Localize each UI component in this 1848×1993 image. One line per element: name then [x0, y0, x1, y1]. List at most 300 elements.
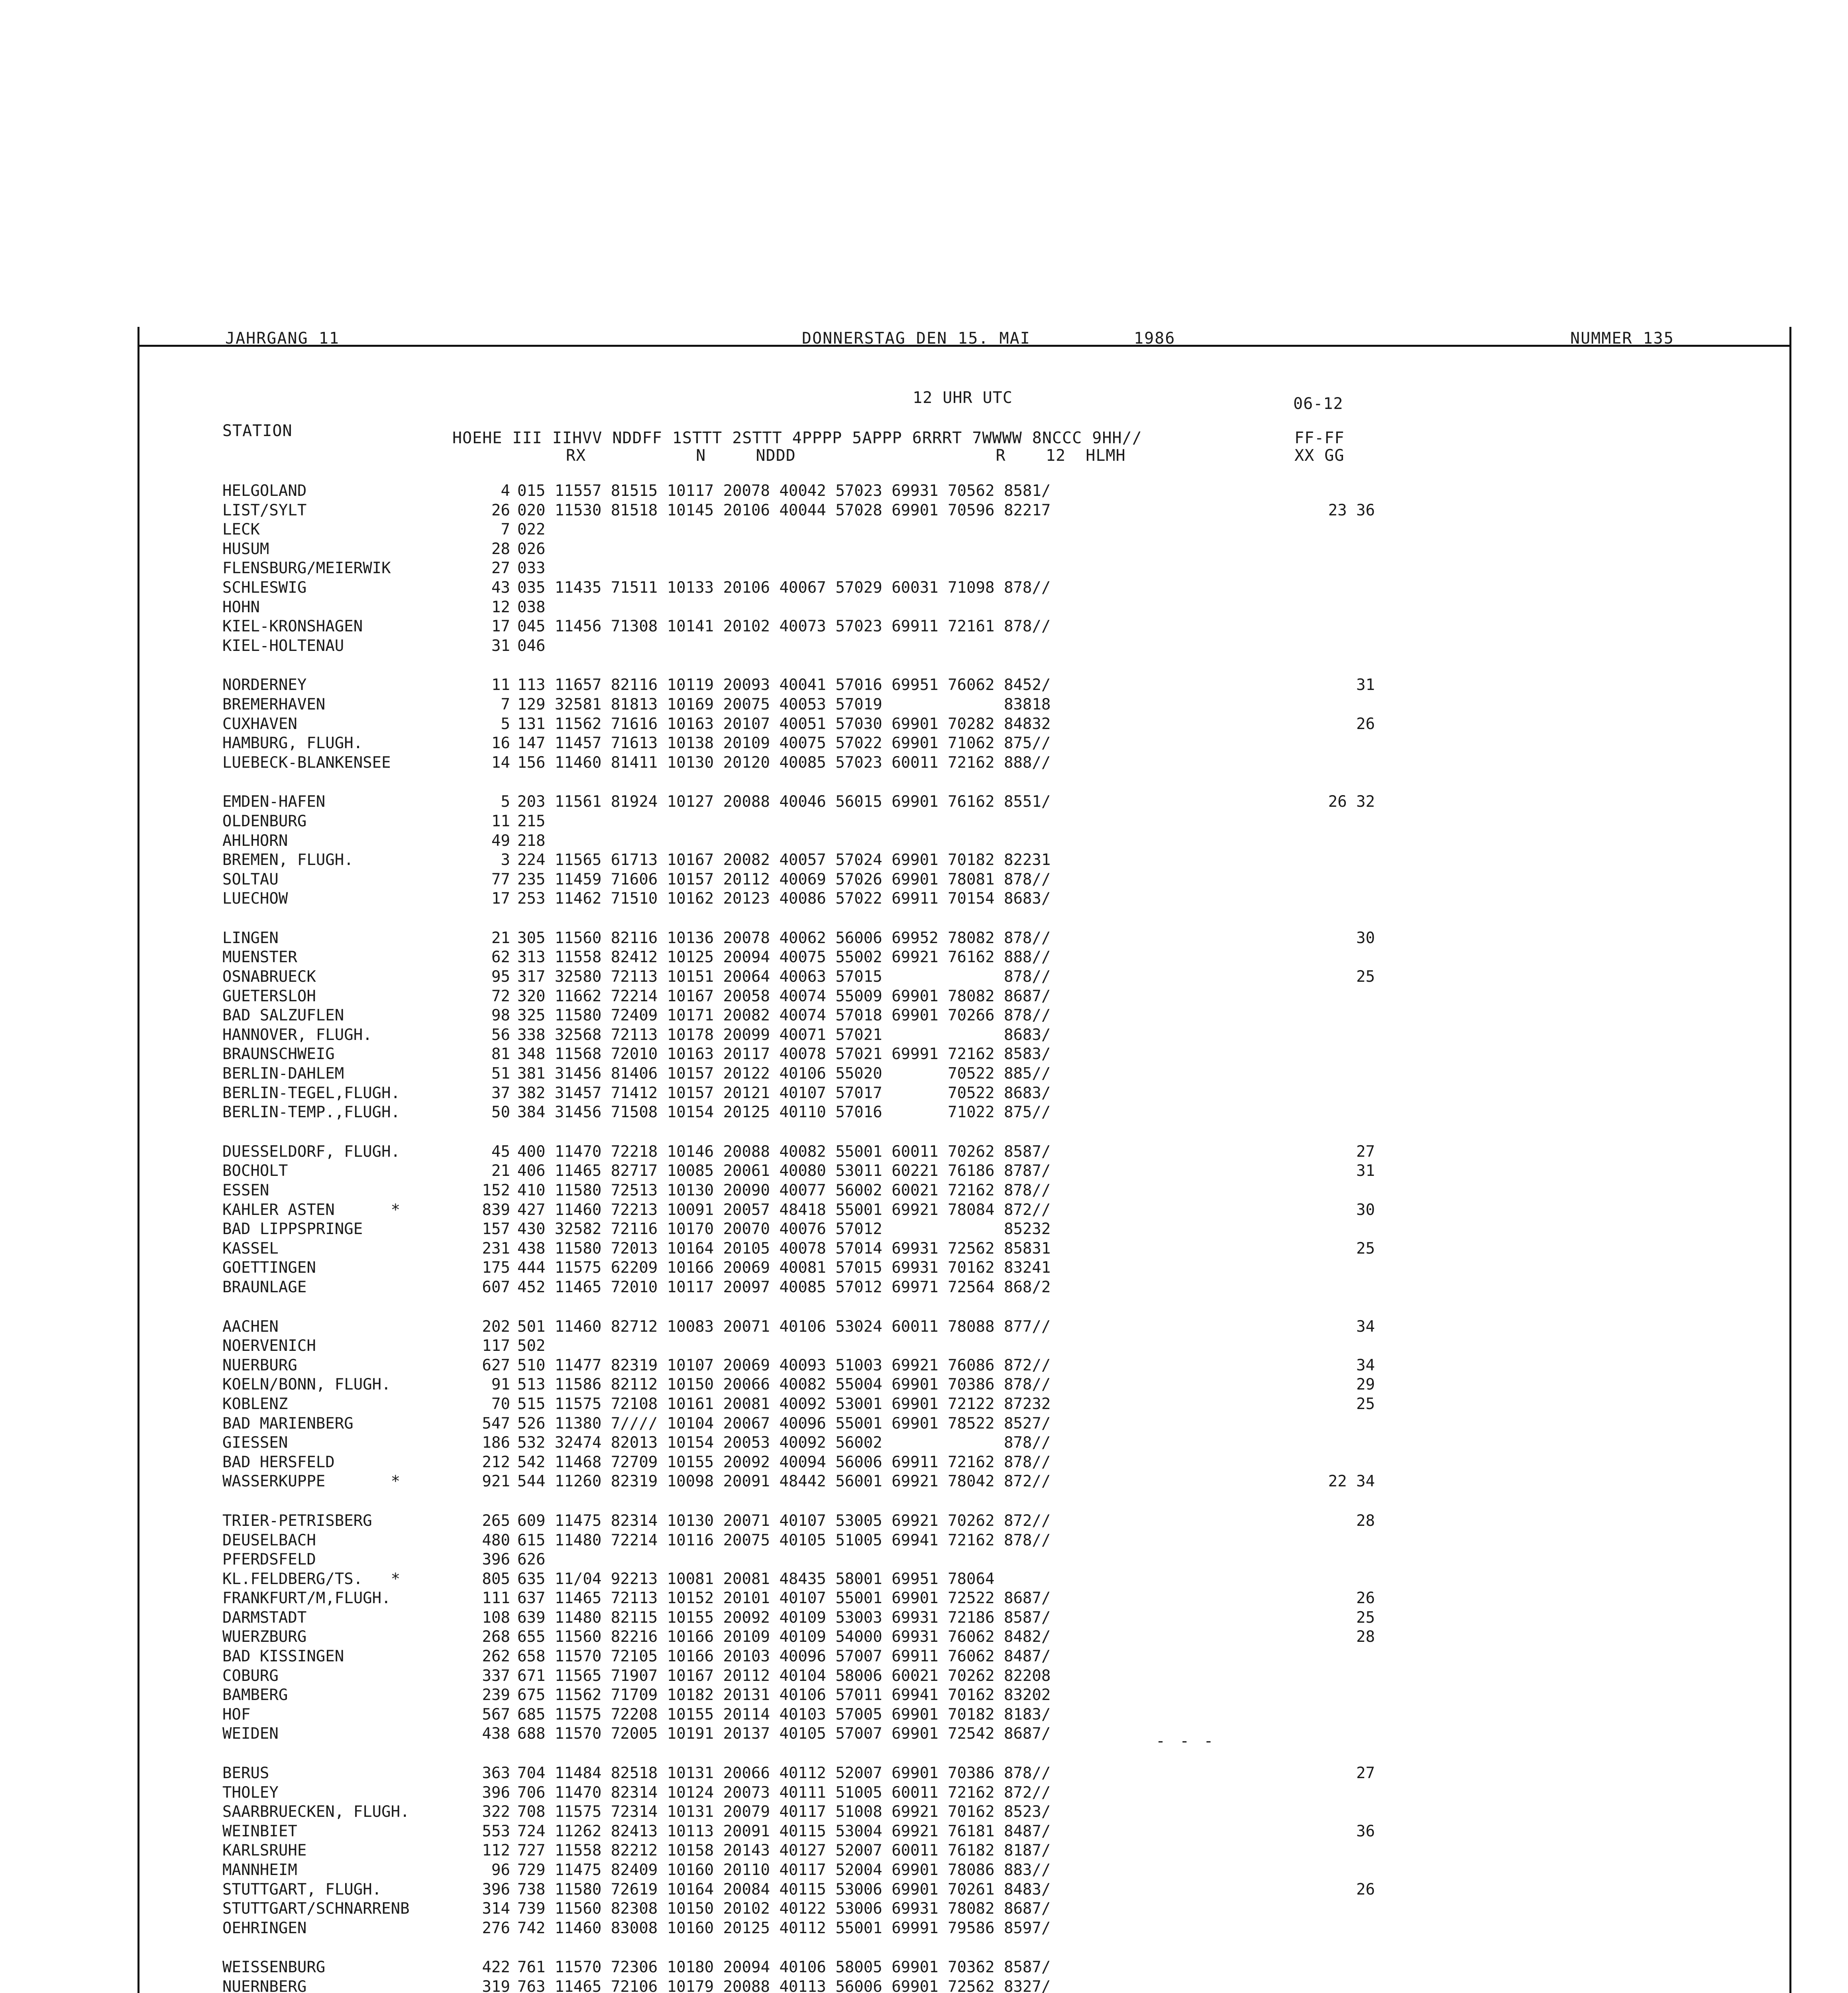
table-row — [0, 1531, 1848, 1551]
station-name: AHLHORN — [222, 831, 288, 850]
station-height: 7 — [501, 695, 510, 713]
table-row — [0, 501, 1848, 521]
synop-code: 761 11570 72306 10180 20094 40106 58005 69901 70362 8587/ — [517, 1958, 1051, 1977]
station-name: WUERZBURG — [222, 1628, 307, 1646]
station-height: 627 — [482, 1356, 510, 1374]
station-height: 70 — [491, 1395, 510, 1413]
station-name: MANNHEIM — [222, 1861, 297, 1879]
table-row — [0, 1608, 1848, 1628]
wind-gust: 26 — [1356, 715, 1375, 733]
wind-gust: 34 — [1356, 1356, 1375, 1374]
station-name: GIESSEN — [222, 1434, 288, 1452]
station-name: MUENSTER — [222, 948, 297, 967]
synop-code: 046 — [517, 637, 546, 655]
synop-code: 317 32580 72113 10151 20064 40063 57015 878// — [517, 968, 1051, 986]
station-height: 77 — [491, 870, 510, 888]
wind-gust: 27 — [1356, 1142, 1375, 1161]
station-name: HUSUM — [222, 540, 269, 558]
station-height: 322 — [482, 1803, 510, 1821]
station-name: BERLIN-DAHLEM — [222, 1065, 344, 1083]
station-height: 37 — [491, 1084, 510, 1102]
station-name: STUTTGART, FLUGH. — [222, 1880, 382, 1899]
synop-code: 430 32582 72116 10170 20070 40076 57012 85232 — [517, 1220, 1051, 1238]
station-name: SAARBRUECKEN, FLUGH. — [222, 1803, 410, 1821]
station-group — [0, 482, 1848, 656]
synop-code: 706 11470 82314 10124 20073 40111 51005 60011 72162 872// — [517, 1783, 1051, 1802]
station-name: FRANKFURT/M,FLUGH. — [222, 1589, 391, 1608]
station-name: LINGEN — [222, 929, 279, 947]
station-height: 11 — [491, 676, 510, 694]
table-row — [0, 987, 1848, 1006]
station-group — [0, 1317, 1848, 1492]
station-name: BRAUNLAGE — [222, 1278, 307, 1296]
station-height: 108 — [482, 1608, 510, 1627]
table-row — [0, 1919, 1848, 1938]
table-row — [0, 578, 1848, 598]
station-height: 152 — [482, 1181, 510, 1199]
station-name: GOETTINGEN — [222, 1259, 316, 1277]
station-height: 117 — [482, 1337, 510, 1355]
synop-code: 129 32581 81813 10169 20075 40053 57019 83818 — [517, 695, 1051, 713]
station-height: 175 — [482, 1259, 510, 1277]
table-row — [0, 929, 1848, 948]
synop-code: 113 11657 82116 10119 20093 40041 57016 69951 76062 8452/ — [517, 676, 1051, 694]
station-height: 314 — [482, 1900, 510, 1918]
station-name: HELGOLAND — [222, 482, 307, 500]
synop-code: 215 — [517, 812, 546, 830]
station-height: 14 — [491, 753, 510, 772]
station-name: WEIDEN — [222, 1725, 279, 1743]
synop-code: 438 11580 72013 10164 20105 40078 57014 69931 72562 85831 — [517, 1239, 1051, 1258]
ff-subheader: XX GG — [1294, 446, 1345, 465]
table-row — [0, 1802, 1848, 1822]
station-height: 337 — [482, 1667, 510, 1685]
station-height: 276 — [482, 1919, 510, 1937]
table-row — [0, 1162, 1848, 1181]
station-height: 567 — [482, 1705, 510, 1724]
synop-code: 637 11465 72113 10152 20101 40107 55001 69901 72522 8687/ — [517, 1589, 1051, 1608]
station-name: NUERNBERG — [222, 1977, 307, 1993]
station-height: 17 — [491, 890, 510, 908]
table-row — [0, 1258, 1848, 1278]
table-row — [0, 1433, 1848, 1453]
table-row — [0, 851, 1848, 870]
time-label: 12 UHR UTC — [913, 389, 1013, 407]
table-row — [0, 1841, 1848, 1861]
synop-code: 313 11558 82412 10125 20094 40075 55002 69921 76162 888// — [517, 948, 1051, 967]
station-height: 553 — [482, 1822, 510, 1840]
table-row — [0, 482, 1848, 501]
table-row — [0, 1453, 1848, 1472]
synop-code: 738 11580 72619 10164 20084 40115 53006 69901 70261 8483/ — [517, 1880, 1051, 1899]
wind-gust: 25 — [1356, 1608, 1375, 1627]
column-codes-header: HOEHE III IIHVV NDDFF 1STTT 2STTT 4PPPP 5APPP 6RRRT 7WWWW 8NCCC 9HH// — [452, 429, 1142, 447]
station-height: 27 — [491, 559, 510, 578]
synop-code: 532 32474 82013 10154 20053 40092 56002 878// — [517, 1434, 1051, 1452]
wind-gust: 34 — [1356, 1317, 1375, 1336]
station-height: 607 — [482, 1278, 510, 1296]
table-row — [0, 1627, 1848, 1647]
station-height: 319 — [482, 1977, 510, 1993]
station-name: KAHLER ASTEN * — [222, 1201, 401, 1219]
station-name: AACHEN — [222, 1317, 279, 1336]
table-row — [0, 1006, 1848, 1026]
synop-code: 033 — [517, 559, 546, 578]
station-name: BERLIN-TEGEL,FLUGH. — [222, 1084, 401, 1102]
synop-code: 348 11568 72010 10163 20117 40078 57021 69991 72162 8583/ — [517, 1045, 1051, 1063]
synop-code: 513 11586 82112 10150 20066 40082 55004 69901 70386 878// — [517, 1376, 1051, 1394]
station-height: 112 — [482, 1842, 510, 1860]
station-height: 96 — [491, 1861, 510, 1879]
weiden-trailing-marks: - - - — [1156, 1732, 1216, 1750]
table-row — [0, 1356, 1848, 1376]
table-row — [0, 1317, 1848, 1337]
table-row — [0, 1647, 1848, 1667]
station-name: KOBLENZ — [222, 1395, 288, 1413]
table-row — [0, 1589, 1848, 1608]
synop-code: 704 11484 82518 10131 20066 40112 52007 69901 70386 878// — [517, 1764, 1051, 1783]
station-height: 480 — [482, 1531, 510, 1549]
table-row — [0, 1337, 1848, 1356]
synop-code: 147 11457 71613 10138 20109 40075 57022 69901 71062 875// — [517, 734, 1051, 753]
station-group — [0, 1958, 1848, 1993]
station-name: DEUSELBACH — [222, 1531, 316, 1549]
table-row — [0, 1045, 1848, 1064]
station-height: 422 — [482, 1958, 510, 1977]
station-name: BAD SALZUFLEN — [222, 1006, 344, 1025]
station-name: KL.FELDBERG/TS. * — [222, 1570, 401, 1588]
jahrgang: JAHRGANG 11 — [225, 329, 340, 348]
station-name: EMDEN-HAFEN — [222, 793, 326, 811]
station-group — [0, 1142, 1848, 1297]
synop-code: 338 32568 72113 10178 20099 40071 57021 8683/ — [517, 1026, 1051, 1044]
station-name: HOHN — [222, 598, 260, 616]
synop-code: 708 11575 72314 10131 20079 40117 51008 69921 70162 8523/ — [517, 1803, 1051, 1821]
station-height: 396 — [482, 1783, 510, 1802]
synop-code: 382 31457 71412 10157 20121 40107 57017 70522 8683/ — [517, 1084, 1051, 1102]
station-name: BAD HERSFELD — [222, 1453, 335, 1471]
station-height: 16 — [491, 734, 510, 753]
station-name: TRIER-PETRISBERG — [222, 1511, 372, 1530]
station-height: 51 — [491, 1065, 510, 1083]
synop-code: 544 11260 82319 10098 20091 48442 56001 69921 78042 872// — [517, 1472, 1051, 1491]
synop-code: 381 31456 81406 10157 20122 40106 55020 70522 885// — [517, 1065, 1051, 1083]
wind-gust: 26 — [1356, 1880, 1375, 1899]
synop-code: 688 11570 72005 10191 20137 40105 57007 69901 72542 8687/ — [517, 1725, 1051, 1743]
station-name: KARLSRUHE — [222, 1842, 307, 1860]
station-height: 49 — [491, 831, 510, 850]
station-name: DUESSELDORF, FLUGH. — [222, 1142, 401, 1161]
table-row — [0, 1686, 1848, 1705]
table-row — [0, 1395, 1848, 1414]
station-height: 396 — [482, 1551, 510, 1569]
station-name: BOCHOLT — [222, 1162, 288, 1180]
station-height: 95 — [491, 968, 510, 986]
synop-code: 742 11460 83008 10160 20125 40112 55001 69991 79586 8597/ — [517, 1919, 1051, 1937]
synop-code: 724 11262 82413 10113 20091 40115 53004 69921 76181 8487/ — [517, 1822, 1051, 1840]
station-height: 921 — [482, 1472, 510, 1491]
station-height: 11 — [491, 812, 510, 830]
wind-gust: 31 — [1356, 1162, 1375, 1180]
synop-code: 203 11561 81924 10127 20088 40046 56015 69901 76162 8551/ — [517, 793, 1051, 811]
synop-code: 035 11435 71511 10133 20106 40067 57029 60031 71098 878// — [517, 578, 1051, 597]
table-row — [0, 1472, 1848, 1492]
synop-code: 406 11465 82717 10085 20061 40080 53011 60221 76186 8787/ — [517, 1162, 1051, 1180]
station-group — [0, 1511, 1848, 1744]
synop-code: 727 11558 82212 10158 20143 40127 52007 60011 76182 8187/ — [517, 1842, 1051, 1860]
wind-gust: 26 — [1356, 1589, 1375, 1608]
station-height: 17 — [491, 617, 510, 636]
station-name: HAMBURG, FLUGH. — [222, 734, 363, 753]
table-row — [0, 1201, 1848, 1220]
synop-code: 038 — [517, 598, 546, 616]
table-row — [0, 617, 1848, 637]
wind-gust: 28 — [1356, 1511, 1375, 1530]
station-name: BAMBERG — [222, 1686, 288, 1704]
synop-code: 020 11530 81518 10145 20106 40044 57028 69901 70596 82217 — [517, 501, 1051, 519]
table-row — [0, 559, 1848, 578]
table-row — [0, 676, 1848, 695]
synop-code: 022 — [517, 521, 546, 539]
station-height: 396 — [482, 1880, 510, 1899]
station-name: THOLEY — [222, 1783, 279, 1802]
table-row — [0, 1278, 1848, 1297]
synop-code: 729 11475 82409 10160 20110 40117 52004 69901 78086 883// — [517, 1861, 1051, 1879]
period-label: 06-12 — [1293, 395, 1343, 413]
synop-code: 658 11570 72105 10166 20103 40096 57007 69911 76062 8487/ — [517, 1647, 1051, 1666]
station-name: HOF — [222, 1705, 251, 1724]
synop-code: 510 11477 82319 10107 20069 40093 51003 69921 76086 872// — [517, 1356, 1051, 1374]
station-name: LUEBECK-BLANKENSEE — [222, 753, 391, 772]
station-height: 239 — [482, 1686, 510, 1704]
synop-code: 015 11557 81515 10117 20078 40042 57023 69931 70562 8581/ — [517, 482, 1051, 500]
table-row — [0, 753, 1848, 773]
station-height: 21 — [491, 929, 510, 947]
table-row — [0, 1570, 1848, 1589]
synop-code: 626 — [517, 1551, 546, 1569]
station-height: 43 — [491, 578, 510, 597]
table-row — [0, 1142, 1848, 1162]
synop-code: 156 11460 81411 10130 20120 40085 57023 60011 72162 888// — [517, 753, 1051, 772]
station-height: 28 — [491, 540, 510, 558]
wind-gust: 23 36 — [1328, 501, 1375, 519]
station-name: FLENSBURG/MEIERWIK — [222, 559, 391, 578]
station-name: WEINBIET — [222, 1822, 297, 1840]
station-height: 262 — [482, 1647, 510, 1666]
station-height: 212 — [482, 1453, 510, 1471]
table-row — [0, 1783, 1848, 1803]
wind-gust: 27 — [1356, 1764, 1375, 1783]
table-row — [0, 1861, 1848, 1880]
station-name: KIEL-HOLTENAU — [222, 637, 344, 655]
station-name: OLDENBURG — [222, 812, 307, 830]
station-name: CUXHAVEN — [222, 715, 297, 733]
station-name: BREMEN, FLUGH. — [222, 851, 353, 869]
synop-code: 515 11575 72108 10161 20081 40092 53001 69901 72122 87232 — [517, 1395, 1051, 1413]
synop-code: 427 11460 72213 10091 20057 48418 55001 69921 78084 872// — [517, 1201, 1051, 1219]
station-height: 231 — [482, 1239, 510, 1258]
synop-code: 320 11662 72214 10167 20058 40074 55009 69901 78082 8687/ — [517, 987, 1051, 1005]
synop-code: 639 11480 82115 10155 20092 40109 53003 69931 72186 8587/ — [517, 1608, 1051, 1627]
synop-code: 763 11465 72106 10179 20088 40113 56006 69901 72562 8327/ — [517, 1977, 1051, 1993]
table-row — [0, 948, 1848, 967]
station-name: LUECHOW — [222, 890, 288, 908]
table-row — [0, 1511, 1848, 1531]
table-row — [0, 1239, 1848, 1259]
synop-code: 685 11575 72208 10155 20114 40103 57005 69901 70182 8183/ — [517, 1705, 1051, 1724]
wind-gust: 31 — [1356, 676, 1375, 694]
station-height: 72 — [491, 987, 510, 1005]
synop-code: 635 11/04 92213 10081 20081 48435 58001 69951 78064 — [517, 1570, 995, 1588]
station-group — [0, 929, 1848, 1122]
synop-code: 444 11575 62209 10166 20069 40081 57015 69931 70162 83241 — [517, 1259, 1051, 1277]
table-row — [0, 1667, 1848, 1686]
synop-code: 045 11456 71308 10141 20102 40073 57023 69911 72161 878// — [517, 617, 1051, 636]
synop-code: 400 11470 72218 10146 20088 40082 55001 60011 70262 8587/ — [517, 1142, 1051, 1161]
synop-code: 026 — [517, 540, 546, 558]
station-group — [0, 1764, 1848, 1938]
table-row — [0, 1880, 1848, 1900]
station-height: 202 — [482, 1317, 510, 1336]
synop-code: 739 11560 82308 10150 20102 40122 53006 69931 78082 8687/ — [517, 1900, 1051, 1918]
wind-gust: 25 — [1356, 1239, 1375, 1258]
station-height: 31 — [491, 637, 510, 655]
station-group — [0, 676, 1848, 772]
station-height: 91 — [491, 1376, 510, 1394]
station-height: 5 — [501, 715, 510, 733]
synop-code: 655 11560 82216 10166 20109 40109 54000 69931 76062 8482/ — [517, 1628, 1051, 1646]
table-row — [0, 1822, 1848, 1842]
table-row — [0, 792, 1848, 812]
wind-gust: 30 — [1356, 1201, 1375, 1219]
table-row — [0, 1220, 1848, 1239]
station-name: DARMSTADT — [222, 1608, 307, 1627]
synop-code: 501 11460 82712 10083 20071 40106 53024 60011 78088 877// — [517, 1317, 1051, 1336]
synop-code: 671 11565 71907 10167 20112 40104 58006 60021 70262 82208 — [517, 1667, 1051, 1685]
station-name: SCHLESWIG — [222, 578, 307, 597]
table-row — [0, 1026, 1848, 1045]
synop-code: 526 11380 7//// 10104 20067 40096 55001 69901 78522 8527/ — [517, 1414, 1051, 1433]
station-height: 157 — [482, 1220, 510, 1238]
station-height: 363 — [482, 1764, 510, 1783]
synop-code: 253 11462 71510 10162 20123 40086 57022 69911 70154 8683/ — [517, 890, 1051, 908]
table-row — [0, 1414, 1848, 1434]
table-row — [0, 695, 1848, 715]
table-row — [0, 889, 1848, 909]
station-name: LECK — [222, 521, 260, 539]
station-name: ESSEN — [222, 1181, 269, 1199]
synop-code: 235 11459 71606 10157 20112 40069 57026 69901 78081 878// — [517, 870, 1051, 888]
station-name: PFERDSFELD — [222, 1551, 316, 1569]
table-row — [0, 520, 1848, 540]
station-name: BAD KISSINGEN — [222, 1647, 344, 1666]
station-name: STUTTGART/SCHNARRENB — [222, 1900, 410, 1918]
station-name: BREMERHAVEN — [222, 695, 326, 713]
station-height: 56 — [491, 1026, 510, 1044]
table-row — [0, 598, 1848, 617]
station-height: 98 — [491, 1006, 510, 1025]
station-name: SOLTAU — [222, 870, 279, 888]
synop-code: 325 11580 72409 10171 20082 40074 57018 69901 70266 878// — [517, 1006, 1051, 1025]
station-name: BERLIN-TEMP.,FLUGH. — [222, 1103, 401, 1122]
station-name: BAD LIPPSPRINGE — [222, 1220, 363, 1238]
issue-number: NUMMER 135 — [1570, 329, 1674, 348]
station-height: 265 — [482, 1511, 510, 1530]
wind-gust: 36 — [1356, 1822, 1375, 1840]
station-name: KOELN/BONN, FLUGH. — [222, 1376, 391, 1394]
table-row — [0, 967, 1848, 987]
table-row — [0, 1899, 1848, 1919]
wind-gust: 25 — [1356, 968, 1375, 986]
issue-date: DONNERSTAG DEN 15. MAI — [802, 329, 1031, 348]
synop-code: 675 11562 71709 10182 20131 40106 57011 69941 70162 83202 — [517, 1686, 1051, 1704]
station-name: NORDERNEY — [222, 676, 307, 694]
table-row — [0, 812, 1848, 831]
table-row — [0, 1705, 1848, 1725]
table-row — [0, 1977, 1848, 1993]
table-row — [0, 1724, 1848, 1744]
station-height: 5 — [501, 793, 510, 811]
table-row — [0, 870, 1848, 890]
table-row — [0, 1958, 1848, 1977]
column-codes-subheader: RX N NDDD R 12 HLMH — [566, 446, 1126, 465]
synop-code: 452 11465 72010 10117 20097 40085 57012 69971 72564 868/2 — [517, 1278, 1051, 1296]
synop-code: 609 11475 82314 10130 20071 40107 53005 69921 70262 872// — [517, 1511, 1051, 1530]
station-group — [0, 792, 1848, 909]
wind-gust: 22 34 — [1328, 1472, 1375, 1491]
wind-gust: 30 — [1356, 929, 1375, 947]
wind-gust: 28 — [1356, 1628, 1375, 1646]
table-row — [0, 1764, 1848, 1783]
wind-gust: 29 — [1356, 1376, 1375, 1394]
synop-code: 502 — [517, 1337, 546, 1355]
station-height: 4 — [501, 482, 510, 500]
synop-code: 218 — [517, 831, 546, 850]
synop-code: 542 11468 72709 10155 20092 40094 56006 69911 72162 878// — [517, 1453, 1051, 1471]
station-name: GUETERSLOH — [222, 987, 316, 1005]
station-height: 268 — [482, 1628, 510, 1646]
station-height: 547 — [482, 1414, 510, 1433]
table-row — [0, 734, 1848, 753]
table-row — [0, 1550, 1848, 1570]
synop-code: 384 31456 71508 10154 20125 40110 57016 71022 875// — [517, 1103, 1051, 1122]
table-row — [0, 1375, 1848, 1395]
table-row — [0, 715, 1848, 734]
synop-code: 305 11560 82116 10136 20078 40062 56006 69952 78082 878// — [517, 929, 1051, 947]
table-row — [0, 831, 1848, 851]
station-height: 111 — [482, 1589, 510, 1608]
synop-code: 224 11565 61713 10167 20082 40057 57024 69901 70182 82231 — [517, 851, 1051, 869]
station-name: KASSEL — [222, 1239, 279, 1258]
table-row — [0, 1084, 1848, 1103]
station-name: LIST/SYLT — [222, 501, 307, 519]
synop-code: 131 11562 71616 10163 20107 40051 57030 69901 70282 84832 — [517, 715, 1051, 733]
station-height: 50 — [491, 1103, 510, 1122]
issue-year: 1986 — [1134, 329, 1176, 348]
station-name: HANNOVER, FLUGH. — [222, 1026, 372, 1044]
station-name: OEHRINGEN — [222, 1919, 307, 1937]
station-height: 3 — [501, 851, 510, 869]
station-header: STATION — [222, 422, 293, 440]
station-height: 438 — [482, 1725, 510, 1743]
station-name: NUERBURG — [222, 1356, 297, 1374]
station-height: 805 — [482, 1570, 510, 1588]
station-height: 839 — [482, 1201, 510, 1219]
station-name: NOERVENICH — [222, 1337, 316, 1355]
station-height: 186 — [482, 1434, 510, 1452]
station-height: 26 — [491, 501, 510, 519]
station-name: KIEL-KRONSHAGEN — [222, 617, 363, 636]
